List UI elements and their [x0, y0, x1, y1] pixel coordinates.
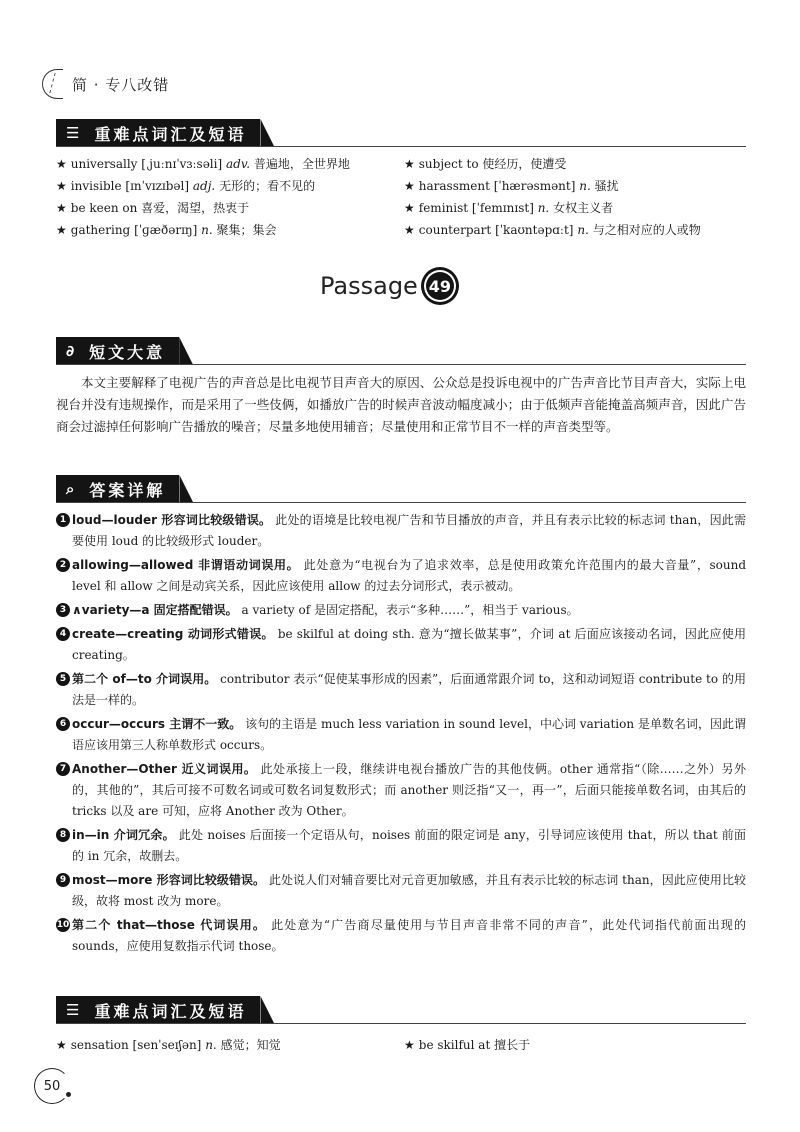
- answer-correction: 第二个 of—to 介词误用。: [72, 672, 217, 686]
- vocab-meaning: 普遍地，全世界地: [253, 157, 350, 171]
- vocab-phonetic: [ˈfemɪnɪst]: [471, 201, 534, 215]
- answer-item: [56, 555, 746, 597]
- answer-item: [56, 825, 746, 867]
- section-divider: [56, 364, 746, 365]
- answer-item: [56, 600, 746, 621]
- star-icon: ★: [404, 1038, 415, 1052]
- vocab-pos: n.: [205, 1038, 217, 1052]
- vocab-item: [404, 1036, 756, 1053]
- vocab-word: counterpart: [418, 223, 492, 237]
- link-icon: ∂: [66, 342, 78, 360]
- answer-explanation: 此处承接上一段，继续讲电视台播放广告的其他伎俩。other 通常指“（除……之外）另外的，其他的”，其后可接不可数名词或可数名词复数形式；而 another 则泛指“又一，再一”，后面只能接单数名词，由其后的 tricks 以及 are 可知，应将 Another 改为 Other。: [72, 762, 746, 818]
- vocab-phonetic: [ˌjuːnɪˈvɜːsəli]: [141, 157, 223, 171]
- vocab-pos: adj.: [192, 179, 216, 193]
- answer-correction: loud—louder 形容词比较级错误。: [72, 513, 272, 527]
- vocab-word: be keen on: [70, 201, 138, 215]
- section-vocab-bottom: [56, 996, 274, 1024]
- vocab-pos: n.: [201, 223, 213, 237]
- magnifier-icon: ⌕: [66, 480, 78, 498]
- answer-list: [56, 510, 746, 960]
- answer-item: [56, 624, 746, 666]
- section-divider: [56, 146, 746, 147]
- answer-correction: in—in 介词冗余。: [72, 828, 175, 842]
- passage-number-badge: 49: [424, 270, 456, 302]
- vocab-item: [404, 200, 756, 217]
- answer-number-badge: 6: [56, 717, 70, 731]
- answer-number-badge: 9: [56, 873, 70, 887]
- answer-explanation: 此处的语境是比较电视广告和节目播放的声音，并且有表示比较的标志词 than，因此需要使用 loud 的比较级形式 louder。: [72, 513, 746, 548]
- star-icon: ★: [404, 201, 415, 215]
- vocab-word: feminist: [418, 201, 469, 215]
- answer-correction: 第二个 that—those 代词误用。: [72, 918, 267, 932]
- answer-item: [56, 759, 746, 822]
- section-divider: [56, 502, 746, 503]
- vocab-meaning: 聚集；集会: [216, 223, 277, 237]
- answer-explanation: 此处意为“电视台为了追求效率，总是使用政策允许范围内的最大音量”，sound level 和 allow 之间是动宾关系，因此应该使用 allow 的过去分词形式，表示被动。: [72, 558, 746, 593]
- vocab-list-bottom: [56, 1036, 756, 1053]
- vocab-item: [404, 178, 756, 195]
- page-dot-icon: [66, 1092, 71, 1097]
- running-header: [38, 66, 169, 102]
- answer-number-badge: 1: [56, 513, 70, 527]
- vocab-word: gathering: [70, 223, 131, 237]
- section-title: 重难点词汇及短语: [94, 1001, 247, 1021]
- page-number-text: 50: [43, 1078, 61, 1094]
- star-icon: ★: [56, 1038, 67, 1052]
- vocab-item: [56, 156, 404, 173]
- vocab-meaning: 骚扰: [594, 179, 619, 193]
- vocab-phonetic: [ˈhærəsmənt]: [493, 179, 576, 193]
- answer-explanation: 此处意为“广告商尽量使用与节目声音非常不同的声音”，此处代词指代前面出现的 sounds，应使用复数指示代词 those。: [72, 918, 746, 953]
- star-icon: ★: [404, 179, 415, 193]
- answer-number-badge: 5: [56, 672, 70, 686]
- answer-correction: allowing—allowed 非谓语动词误用。: [72, 558, 300, 572]
- vocab-item: [56, 222, 404, 239]
- vocab-word: be skilful at: [418, 1038, 491, 1052]
- answer-item: [56, 714, 746, 756]
- answer-item: [56, 669, 746, 711]
- vocab-meaning: 感觉；知觉: [220, 1038, 281, 1052]
- vocab-list-top: [56, 156, 756, 239]
- section-title: 答案详解: [89, 480, 166, 500]
- answer-correction: ∧variety—a 固定搭配错误。: [72, 603, 238, 617]
- answer-explanation: contributor 表示“促使某事形成的因素”，后面通常跟介词 to，这和动词短语 contribute to 的用法是一样的。: [72, 672, 746, 707]
- vocab-pos: n.: [579, 179, 591, 193]
- section-title: 重难点词汇及短语: [94, 124, 247, 144]
- answer-correction: most—more 形容词比较级错误。: [72, 873, 266, 887]
- section-divider: [56, 1023, 746, 1024]
- star-icon: ★: [404, 157, 415, 171]
- vocab-item: [56, 200, 404, 217]
- vocab-meaning: 喜爱，渴望，热衷于: [141, 201, 250, 215]
- vocab-pos: adv.: [226, 157, 251, 171]
- answer-number-badge: 7: [56, 762, 70, 776]
- vocab-word: sensation: [70, 1038, 129, 1052]
- vocab-item: [56, 178, 404, 195]
- passage-heading: [320, 270, 456, 302]
- answer-correction: Another—Other 近义词误用。: [72, 762, 257, 776]
- section-vocab-top: [56, 119, 274, 147]
- answer-number-badge: 3: [56, 603, 70, 617]
- answer-number-badge: 4: [56, 627, 70, 641]
- answer-correction: create—creating 动词形式错误。: [72, 627, 274, 641]
- star-icon: ★: [56, 201, 67, 215]
- answer-item: [56, 870, 746, 912]
- vocab-meaning: 擅长于: [494, 1038, 531, 1052]
- section-title: 短文大意: [89, 342, 166, 362]
- summary-paragraph: 本文主要解释了电视广告的声音总是比电视节目声音大的原因、公众总是投诉电视中的广告声音比节目声音大，实际上电视台并没有违规操作，而是采用了一些伎俩，如播放广告的时候声音波动幅度减小；由于低频声音能掩盖高频声音，因此广告商会过滤掉任何影响广告播放的噪音；尽量多地使用辅音；尽量使用和正常节目不一样的声音类型等。: [56, 375, 746, 434]
- vocab-phonetic: [ˈɡæðərɪŋ]: [134, 223, 198, 237]
- vocab-word: invisible: [70, 179, 122, 193]
- page-number: [34, 1068, 70, 1104]
- vocab-item: [56, 1036, 404, 1053]
- star-icon: ★: [56, 157, 67, 171]
- section-answers: [56, 475, 193, 503]
- vocab-meaning: 女权主义者: [553, 201, 614, 215]
- answer-explanation: 此处 noises 后面接一个定语从句，noises 前面的限定词是 any，引导词应该使用 that，所以 that 前面的 in 冗余，故删去。: [72, 828, 746, 863]
- vocab-phonetic: [ˈkaʊntəpɑːt]: [495, 223, 574, 237]
- answer-explanation: 该句的主语是 much less variation in sound level，中心词 variation 是单数名词，因此谓语应该用第三人称单数形式 occurs。: [72, 717, 746, 752]
- vocab-item: [404, 222, 756, 239]
- answer-number-badge: 10: [56, 918, 70, 932]
- vocab-item: [404, 156, 756, 173]
- answer-correction: occur—occurs 主谓不一致。: [72, 717, 242, 731]
- answer-number-badge: 8: [56, 828, 70, 842]
- star-icon: ★: [404, 223, 415, 237]
- vocab-meaning: 使经历，使遭受: [482, 157, 567, 171]
- vocab-word: subject to: [418, 157, 479, 171]
- header-title: 简 · 专八改错: [72, 75, 170, 94]
- passage-label: Passage: [320, 272, 418, 300]
- answer-number-badge: 2: [56, 558, 70, 572]
- vocab-phonetic: [senˈseɪʃən]: [132, 1038, 202, 1052]
- vocab-meaning: 与之相对应的人或物: [592, 223, 701, 237]
- vocab-meaning: 无形的；看不见的: [219, 179, 316, 193]
- star-icon: ★: [56, 223, 67, 237]
- answer-item: [56, 915, 746, 957]
- answer-item: [56, 510, 746, 552]
- list-icon: ☰: [66, 124, 83, 142]
- vocab-word: harassment: [418, 179, 490, 193]
- answer-explanation: be skilful at doing sth. 意为“擅长做某事”，介词 at 后面应该接动名词，因此应使用 creating。: [72, 627, 746, 662]
- answer-explanation: 此处说人们对辅音要比对元音更加敏感，并且有表示比较的标志词 than，因此应使用比较级，故将 most 改为 more。: [72, 873, 746, 908]
- vocab-pos: n.: [577, 223, 589, 237]
- list-icon: ☰: [66, 1001, 83, 1019]
- header-ornament-icon: [38, 67, 72, 101]
- vocab-pos: n.: [537, 201, 550, 215]
- section-summary: [56, 337, 193, 365]
- vocab-word: universally: [70, 157, 138, 171]
- star-icon: ★: [56, 179, 67, 193]
- vocab-phonetic: [ɪnˈvɪzɪbəl]: [125, 179, 190, 193]
- answer-explanation: a variety of 是固定搭配，表示“多种……”，相当于 various。: [237, 603, 579, 617]
